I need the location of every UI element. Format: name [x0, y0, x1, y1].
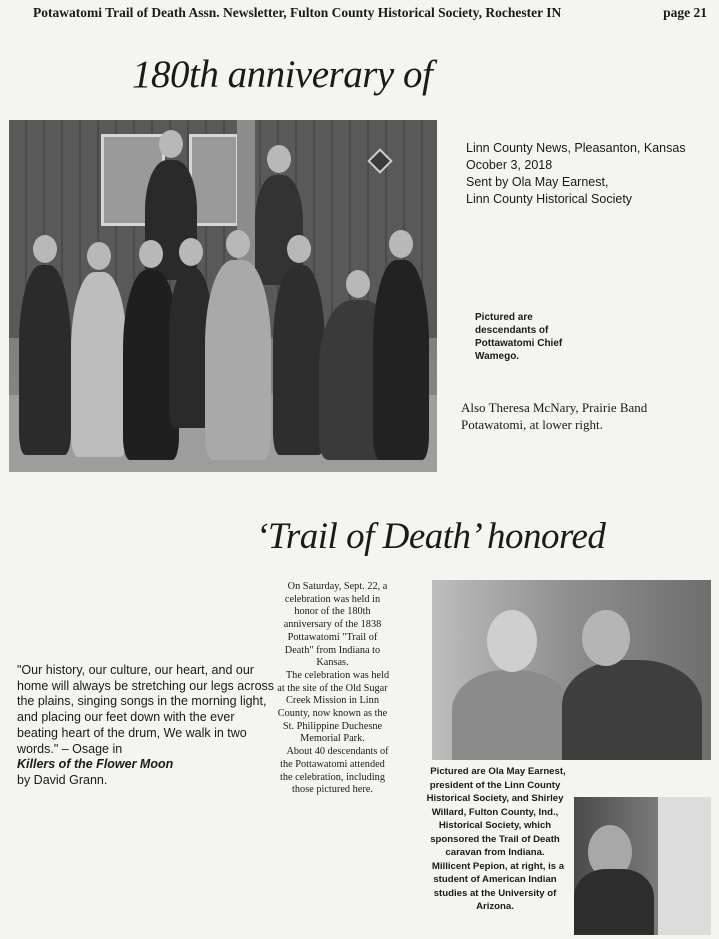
also-caption: Also Theresa McNary, Prairie Band Potawatomi, at lower right.	[461, 400, 648, 432]
article-paragraph: On Saturday, Sept. 22, a celebration was held in honor of the 180th anniversary of the 1838 Pottawatomi "Trail of Death" from Indiana to Kansas.	[283, 581, 388, 669]
person	[19, 265, 71, 455]
person	[71, 272, 127, 457]
article-paragraph: The celebration was held at the site of the Old Sugar Creek Mission in Linn County, now known as the St. Philippine Duchesne Memorial Park.	[277, 669, 390, 745]
source-line: Linn County News, Pleasanton, Kansas	[466, 141, 686, 155]
pepion-photo	[574, 797, 711, 935]
source-line: Ocober 3, 2018	[466, 158, 553, 172]
osage-quote	[17, 663, 277, 789]
person	[562, 660, 702, 760]
caption-paragraph: Millicent Pepion, at right, is a student of American Indian studies at the University of Arizona.	[431, 860, 565, 912]
quote-text: "Our history, our culture, our heart, and our home will always be stretching our legs across the plains, singing songs in the morning light, and placing our feet down with the ever beating heart of the drum, We walk in two words." – Osage in	[17, 663, 275, 756]
source-line: Sent by Ola May Earnest,	[466, 175, 609, 189]
source-line: Linn County Historical Society	[466, 192, 633, 206]
horse	[658, 797, 711, 935]
group-photo-caption: Pictured are descendants of Pottawatomi Chief Wamego.	[475, 312, 563, 362]
person	[273, 265, 325, 455]
person	[205, 260, 271, 460]
person	[574, 869, 654, 935]
page-number: page 21	[663, 5, 707, 20]
quote-author: by David Grann.	[17, 772, 108, 787]
earnest-willard-photo	[432, 580, 711, 760]
article-paragraph: About 40 descendants of the Pottawatomi attended the celebration, including those pictured here.	[280, 746, 389, 796]
source-credit	[466, 140, 686, 208]
pair-photo-caption	[421, 765, 569, 914]
newsletter-header: Potawatomi Trail of Death Assn. Newsletter, Fulton County Historical Society, Rochester IN	[33, 5, 562, 20]
caption-paragraph: Pictured are Ola May Earnest, president of the Linn County Historical Society, and Shirley Willard, Fulton County, Ind., Historical Society, which sponsored the Trail of Death caravan from Indiana.	[426, 766, 566, 858]
headline-anniversary: 180th anniverary of	[132, 53, 433, 96]
person	[452, 670, 572, 760]
group-photo	[9, 120, 437, 472]
headline-honored: ‘Trail of Death’ honored	[256, 516, 606, 557]
article-body	[275, 581, 390, 797]
person-head	[487, 610, 537, 672]
person	[373, 260, 429, 460]
person-head	[582, 610, 630, 666]
book-title: Killers of the Flower Moon	[17, 757, 174, 772]
